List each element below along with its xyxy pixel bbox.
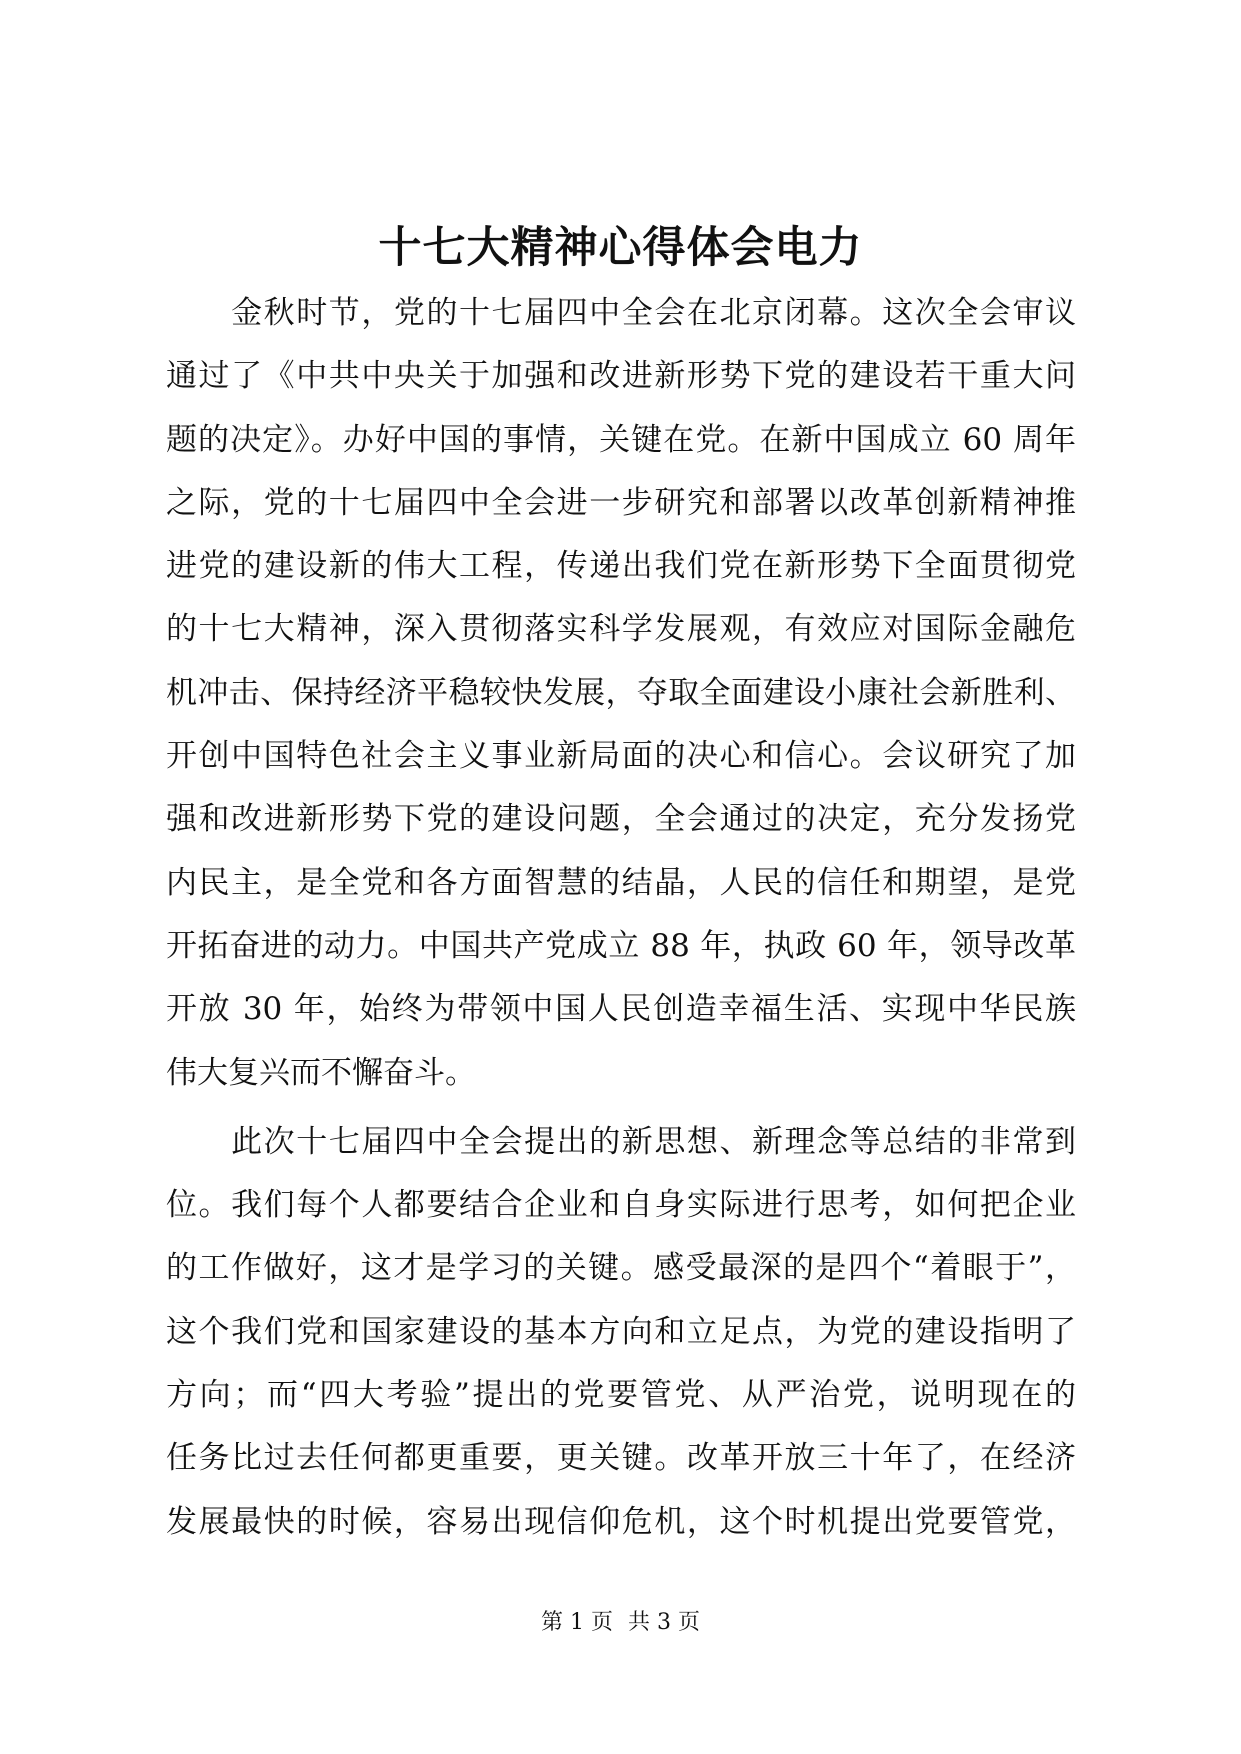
text-line: 此次十七届四中全会提出的新思想、新理念等总结的非常到 <box>166 1123 1076 1160</box>
text-line: 金秋时节，党的十七届四中全会在北京闭幕。这次全会审议 <box>166 295 1076 331</box>
paragraph-1 <box>166 282 1076 1105</box>
document-title: 十七大精神心得体会电力 <box>378 223 863 273</box>
text-line: 开创中国特色社会主义事业新局面的决心和信心。会议研究了加 <box>166 738 1076 775</box>
text-line: 强和改进新形势下党的建设问题，全会通过的决定，充分发扬党 <box>166 801 1076 838</box>
page-number: 第 1 页 <box>541 1610 613 1635</box>
text-line: 进党的建设新的伟大工程，传递出我们党在新形势下全面贯彻党 <box>166 548 1076 585</box>
text-line: 任务比过去任何都更重要，更关键。改革开放三十年了，在经济 <box>166 1440 1076 1477</box>
text-line: 之际，党的十七届四中全会进一步研究和部署以改革创新精神推 <box>166 484 1076 521</box>
text-line: 位。我们每个人都要结合企业和自身实际进行思考，如何把企业 <box>166 1187 1076 1224</box>
text-line: 通过了《中共中央关于加强和改进新形势下党的建设若干重大问 <box>166 358 1076 395</box>
text-line: 的工作做好，这才是学习的关键。感受最深的是四个“着眼于”， <box>166 1250 1076 1287</box>
page-footer <box>0 1608 1241 1638</box>
page-total: 共 3 页 <box>628 1610 700 1635</box>
text-line: 方向；而“四大考验”提出的党要管党、从严治党，说明现在的 <box>166 1377 1076 1414</box>
paragraph-2 <box>166 1111 1076 1554</box>
text-line: 机冲击、保持经济平稳较快发展，夺取全面建设小康社会新胜利、 <box>166 674 1076 711</box>
text-line: 内民主，是全党和各方面智慧的结晶，人民的信任和期望，是党 <box>166 864 1076 901</box>
text-line: 的十七大精神，深入贯彻落实科学发展观，有效应对国际金融危 <box>166 611 1076 648</box>
document-body <box>166 282 1076 1554</box>
text-line: 题的决定》。办好中国的事情，关键在党。在新中国成立 60 周年 <box>166 421 1076 458</box>
text-line: 发展最快的时候，容易出现信仰危机，这个时机提出党要管党， <box>166 1503 1076 1540</box>
text-line: 开拓奋进的动力。中国共产党成立 88 年，执政 60 年，领导改革 <box>166 927 1076 964</box>
text-line: 伟大复兴而不懈奋斗。 <box>166 1054 476 1091</box>
text-line: 开放 30 年，始终为带领中国人民创造幸福生活、实现中华民族 <box>166 991 1076 1028</box>
text-line: 这个我们党和国家建设的基本方向和立足点，为党的建设指明了 <box>166 1313 1076 1350</box>
